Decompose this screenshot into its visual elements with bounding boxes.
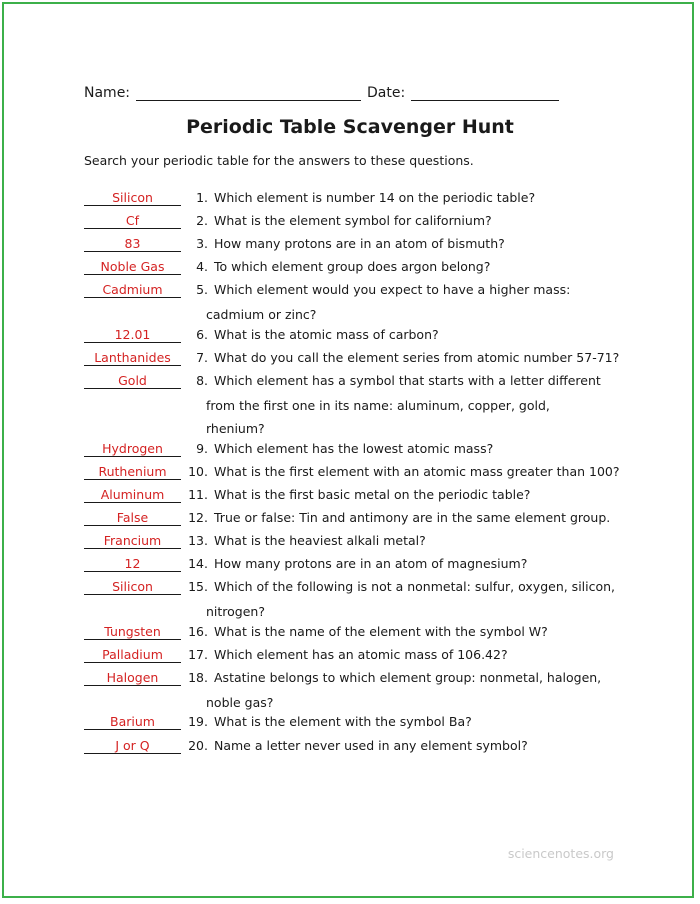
question-number: 16. xyxy=(188,624,208,639)
instructions-text: Search your periodic table for the answers to these questions. xyxy=(84,153,474,168)
question-row xyxy=(84,236,505,252)
question-row xyxy=(84,714,472,730)
name-date-line xyxy=(84,85,559,101)
answer-blank[interactable]: 12.01 xyxy=(84,327,181,343)
question-text: What is the first element with an atomic mass greater than 100? xyxy=(214,464,620,479)
answer-blank[interactable]: Ruthenium xyxy=(84,464,181,480)
question-number: 11. xyxy=(188,487,208,502)
question-text-continued: from the first one in its name: aluminum, copper, gold, xyxy=(206,398,550,413)
name-field[interactable] xyxy=(136,86,361,101)
answer-blank[interactable]: Lanthanides xyxy=(84,350,181,366)
question-text-continued: nitrogen? xyxy=(206,604,265,619)
question-text: Which element has an atomic mass of 106.42? xyxy=(214,647,508,662)
question-text: How many protons are in an atom of magnesium? xyxy=(214,556,528,571)
question-row xyxy=(84,190,535,206)
watermark-text: sciencenotes.org xyxy=(507,846,614,861)
question-number: 10. xyxy=(188,464,208,479)
question-row xyxy=(84,350,619,366)
question-number: 18. xyxy=(188,670,208,685)
question-row xyxy=(84,259,490,275)
answer-blank[interactable]: Halogen xyxy=(84,670,181,686)
question-text: Name a letter never used in any element symbol? xyxy=(214,738,528,753)
question-row xyxy=(84,647,508,663)
question-row xyxy=(84,213,492,229)
question-text: Which element has the lowest atomic mass? xyxy=(214,441,494,456)
answer-blank[interactable]: Aluminum xyxy=(84,487,181,503)
question-text-continued: cadmium or zinc? xyxy=(206,307,317,322)
question-number: 5. xyxy=(196,282,208,297)
question-number: 1. xyxy=(196,190,208,205)
date-field[interactable] xyxy=(411,86,559,101)
answer-blank[interactable]: Barium xyxy=(84,714,181,730)
question-row xyxy=(84,579,615,595)
question-text: Which element is number 14 on the periodic table? xyxy=(214,190,536,205)
question-text: What is the first basic metal on the periodic table? xyxy=(214,487,531,502)
answer-blank[interactable]: Cf xyxy=(84,213,181,229)
answer-blank[interactable]: Silicon xyxy=(84,190,181,206)
question-row xyxy=(84,624,548,640)
answer-blank[interactable]: Noble Gas xyxy=(84,259,181,275)
question-text: Which of the following is not a nonmetal: sulfur, oxygen, silicon, xyxy=(214,579,616,594)
question-row xyxy=(84,327,439,343)
question-row xyxy=(84,533,426,549)
question-number: 20. xyxy=(188,738,208,753)
question-text: How many protons are in an atom of bismuth? xyxy=(214,236,505,251)
question-text: What is the atomic mass of carbon? xyxy=(214,327,439,342)
name-label: Name: xyxy=(84,85,131,101)
question-row xyxy=(84,510,610,526)
question-text-continued: rhenium? xyxy=(206,421,265,436)
question-text: Which element would you expect to have a higher mass: xyxy=(214,282,571,297)
question-number: 3. xyxy=(196,236,208,251)
question-text: To which element group does argon belong? xyxy=(214,259,491,274)
question-number: 15. xyxy=(188,579,208,594)
question-text: What is the heaviest alkali metal? xyxy=(214,533,426,548)
question-number: 12. xyxy=(188,510,208,525)
answer-blank[interactable]: Francium xyxy=(84,533,181,549)
question-number: 7. xyxy=(196,350,208,365)
question-text: Which element has a symbol that starts with a letter different xyxy=(214,373,601,388)
answer-blank[interactable]: 83 xyxy=(84,236,181,252)
question-number: 13. xyxy=(188,533,208,548)
question-row xyxy=(84,738,528,754)
question-text: What is the element with the symbol Ba? xyxy=(214,714,472,729)
question-text: What is the element symbol for californium? xyxy=(214,213,492,228)
answer-blank[interactable]: Palladium xyxy=(84,647,181,663)
question-number: 9. xyxy=(196,441,208,456)
answer-blank[interactable]: J or Q xyxy=(84,738,181,754)
answer-blank[interactable]: Hydrogen xyxy=(84,441,181,457)
question-row xyxy=(84,464,620,480)
question-row xyxy=(84,487,530,503)
question-row xyxy=(84,373,601,389)
question-number: 6. xyxy=(196,327,208,342)
question-row xyxy=(84,282,570,298)
answer-blank[interactable]: Silicon xyxy=(84,579,181,595)
answer-blank[interactable]: Cadmium xyxy=(84,282,181,298)
worksheet-title: Periodic Table Scavenger Hunt xyxy=(186,116,514,138)
question-number: 14. xyxy=(188,556,208,571)
question-text: What do you call the element series from atomic number 57-71? xyxy=(214,350,620,365)
question-text: Astatine belongs to which element group: nonmetal, halogen, xyxy=(214,670,602,685)
question-text-continued: noble gas? xyxy=(206,695,274,710)
question-row xyxy=(84,441,493,457)
question-number: 4. xyxy=(196,259,208,274)
answer-blank[interactable]: 12 xyxy=(84,556,181,572)
question-text: True or false: Tin and antimony are in the same element group. xyxy=(214,510,611,525)
question-text: What is the name of the element with the symbol W? xyxy=(214,624,548,639)
question-number: 8. xyxy=(196,373,208,388)
question-number: 2. xyxy=(196,213,208,228)
question-number: 19. xyxy=(188,714,208,729)
answer-blank[interactable]: False xyxy=(84,510,181,526)
date-label: Date: xyxy=(367,85,406,101)
answer-blank[interactable]: Gold xyxy=(84,373,181,389)
answer-blank[interactable]: Tungsten xyxy=(84,624,181,640)
question-row xyxy=(84,670,601,686)
question-row xyxy=(84,556,527,572)
question-number: 17. xyxy=(188,647,208,662)
